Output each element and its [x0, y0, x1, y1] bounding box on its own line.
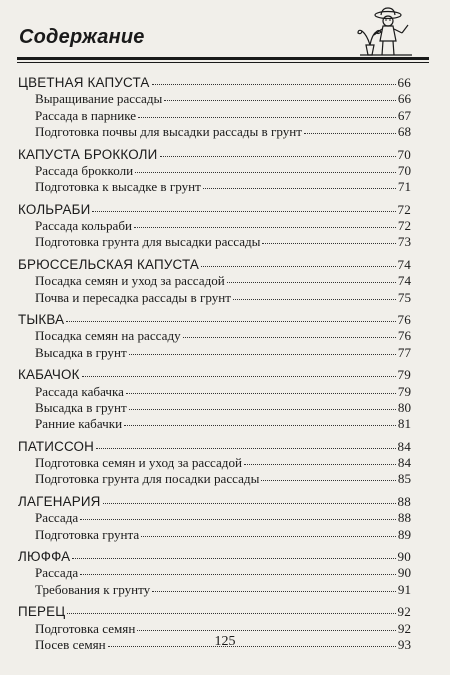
toc-entry-title: КАБАЧОК: [18, 367, 80, 383]
dot-leader: [183, 336, 396, 338]
toc-item: [18, 163, 411, 179]
toc-entry-title: Подготовка грунта для посадки рассады: [35, 471, 260, 487]
dot-leader: [160, 155, 396, 157]
toc-page-number: 84: [397, 455, 411, 471]
toc-page-number: 70: [397, 162, 411, 178]
dot-leader: [80, 573, 396, 575]
toc-section: [18, 604, 411, 620]
toc-entry-title: КАПУСТА БРОККОЛИ: [18, 146, 158, 162]
toc-page-number: 92: [397, 604, 411, 620]
toc-page-number: 93: [397, 636, 411, 652]
page-number: 125: [214, 634, 236, 649]
toc-section: [18, 75, 411, 91]
header-rule-thin: [17, 62, 429, 63]
dot-leader: [135, 171, 396, 173]
toc-item: [18, 345, 411, 361]
toc-item: [18, 328, 411, 344]
toc-item: [18, 400, 411, 416]
toc-page-number: 88: [397, 493, 411, 509]
dot-leader: [152, 590, 396, 592]
toc-entry-title: Рассада брокколи: [35, 162, 134, 178]
toc-entry-title: Выращивание рассады: [35, 91, 163, 107]
toc-section: [18, 147, 411, 163]
toc-entry-title: Посадка семян на рассаду: [35, 328, 181, 344]
toc-entry-title: Подготовка семян и уход за рассадой: [35, 455, 243, 471]
dot-leader: [233, 298, 396, 300]
dot-leader: [72, 557, 395, 559]
dot-leader: [126, 392, 396, 394]
dot-leader: [92, 210, 395, 212]
toc-item: [18, 218, 411, 234]
toc-page-number: 90: [397, 549, 411, 565]
toc-page-number: 92: [397, 620, 411, 636]
dot-leader: [227, 281, 396, 283]
toc-page-number: 72: [397, 201, 411, 217]
dot-leader: [138, 116, 396, 118]
dot-leader: [134, 226, 396, 228]
toc-entry-title: Рассада: [35, 510, 79, 526]
table-of-contents: [18, 75, 411, 653]
toc-section: [18, 202, 411, 218]
dot-leader: [80, 518, 396, 520]
toc-entry-title: Ранние кабачки: [35, 416, 123, 432]
toc-page-number: 81: [397, 416, 411, 432]
toc-page-number: 75: [397, 289, 411, 305]
toc-page-number: 76: [397, 312, 411, 328]
toc-entry-title: ПАТИССОН: [18, 438, 95, 454]
toc-item: [18, 179, 411, 195]
toc-entry-title: Почва и пересадка рассады в грунт: [35, 289, 231, 305]
header-rule: [17, 57, 429, 60]
toc-entry-title: ЛАГЕНАРИЯ: [18, 493, 101, 509]
toc-item: [18, 91, 411, 107]
toc-entry-title: Рассада кольраби: [35, 218, 133, 234]
toc-section: [18, 312, 411, 328]
dot-leader: [244, 463, 396, 465]
toc-item: [18, 384, 411, 400]
page-header: [0, 0, 450, 70]
toc-page-number: 88: [397, 510, 411, 526]
dot-leader: [66, 320, 395, 322]
dot-leader: [129, 408, 396, 410]
toc-entry-title: Требования к грунту: [35, 581, 151, 597]
toc-entry-title: Высадка в грунт: [35, 399, 127, 415]
toc-page-number: 85: [397, 471, 411, 487]
toc-page-number: 77: [397, 344, 411, 360]
toc-entry-title: Подготовка грунта: [35, 526, 140, 542]
toc-section: [18, 257, 411, 273]
dot-leader: [164, 99, 396, 101]
toc-page-number: 73: [397, 234, 411, 250]
dot-leader: [96, 447, 395, 449]
toc-page-number: 91: [397, 581, 411, 597]
toc-page-number: 84: [397, 438, 411, 454]
dot-leader: [152, 83, 396, 85]
toc-page-number: 66: [397, 75, 411, 90]
toc-entry-title: БРЮССЕЛЬСКАЯ КАПУСТА: [18, 256, 200, 272]
toc-item: [18, 455, 411, 471]
toc-page-number: 71: [397, 179, 411, 195]
toc-section: [18, 549, 411, 565]
toc-item: [18, 234, 411, 250]
dot-leader: [141, 535, 396, 537]
toc-entry-title: Высадка в грунт: [35, 344, 127, 360]
toc-section: [18, 439, 411, 455]
toc-page-number: 76: [397, 328, 411, 344]
toc-page-number: 79: [397, 383, 411, 399]
toc-item: [18, 582, 411, 598]
dot-leader: [201, 265, 395, 267]
dot-leader: [67, 612, 395, 614]
toc-page-number: 67: [397, 107, 411, 123]
page-title: Содержание: [19, 26, 145, 48]
toc-entry-title: ЛЮФФА: [18, 549, 71, 565]
toc-entry-title: Подготовка грунта для высадки рассады: [35, 234, 261, 250]
toc-entry-title: Подготовка почвы для высадки рассады в грунт: [35, 124, 303, 140]
toc-entry-title: ТЫКВА: [18, 312, 65, 328]
toc-page-number: 70: [397, 146, 411, 162]
toc-entry-title: ПЕРЕЦ: [18, 604, 66, 620]
dot-leader: [124, 424, 396, 426]
dot-leader: [137, 629, 396, 631]
toc-page-number: 79: [397, 367, 411, 383]
toc-item: [18, 565, 411, 581]
toc-item: [18, 290, 411, 306]
toc-item: [18, 527, 411, 543]
dot-leader: [203, 187, 396, 189]
toc-entry-title: Подготовка семян: [35, 620, 136, 636]
toc-entry-title: КОЛЬРАБИ: [18, 201, 91, 217]
toc-page-number: 74: [397, 273, 411, 289]
dot-leader: [103, 502, 396, 504]
toc-page-number: 89: [397, 526, 411, 542]
toc-entry-title: ЦВЕТНАЯ КАПУСТА: [18, 75, 150, 90]
toc-entry-title: Рассада в парнике: [35, 107, 137, 123]
toc-page-number: 90: [397, 565, 411, 581]
toc-page-number: 72: [397, 218, 411, 234]
toc-page-number: 80: [397, 399, 411, 415]
toc-page-number: 74: [397, 256, 411, 272]
toc-item: [18, 416, 411, 432]
dot-leader: [304, 132, 396, 134]
toc-item: [18, 471, 411, 487]
toc-entry-title: Подготовка к высадке в грунт: [35, 179, 201, 195]
toc-section: [18, 367, 411, 383]
dot-leader: [82, 375, 396, 377]
gardener-icon: [352, 5, 416, 57]
dot-leader: [262, 242, 395, 244]
dot-leader: [261, 479, 396, 481]
toc-item: [18, 273, 411, 289]
toc-entry-title: Посев семян: [35, 636, 106, 652]
dot-leader: [129, 353, 396, 355]
toc-item: [18, 108, 411, 124]
toc-item: [18, 510, 411, 526]
toc-item: [18, 124, 411, 140]
toc-entry-title: Рассада: [35, 565, 79, 581]
toc-page-number: 68: [397, 124, 411, 140]
toc-entry-title: Рассада кабачка: [35, 383, 124, 399]
toc-section: [18, 494, 411, 510]
toc-entry-title: Посадка семян и уход за рассадой: [35, 273, 225, 289]
toc-page-number: 66: [397, 91, 411, 107]
